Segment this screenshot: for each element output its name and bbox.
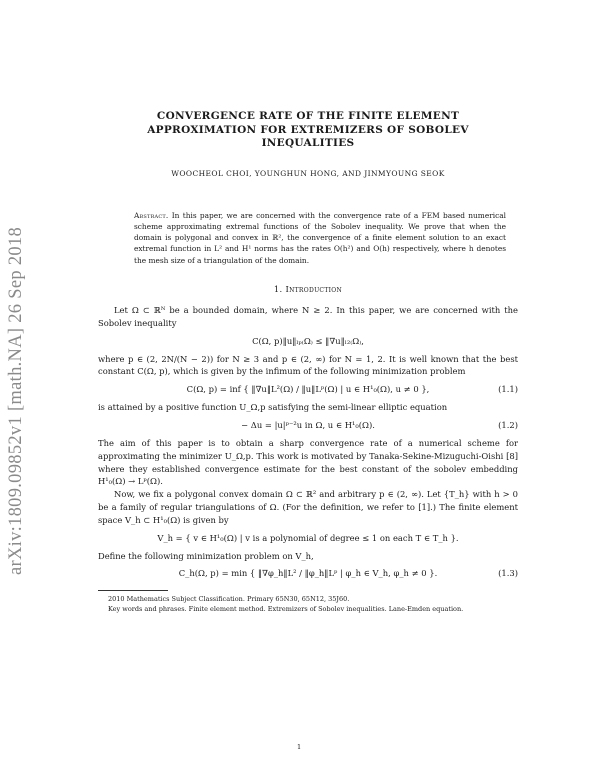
- paragraph: is attained by a positive function U_Ω,p satisfying the semi-linear elliptic equation: [98, 402, 448, 413]
- section-heading: [98, 284, 518, 294]
- paper-title: [98, 110, 518, 151]
- equation-1-2: [98, 418, 518, 432]
- equation-vh: [98, 531, 518, 545]
- footnote-msc: 2010 Mathematics Subject Classification. Primary 65N30, 65N12, 35J60.: [108, 595, 350, 604]
- abstract: [134, 210, 506, 266]
- title-line: INEQUALITIES: [261, 137, 355, 149]
- title-line: APPROXIMATION FOR EXTREMIZERS OF SOBOLEV: [147, 123, 469, 136]
- arxiv-stamp: arXiv:1809.09852v1 [math.NA] 26 Sep 2018: [6, 226, 26, 575]
- equation-sobolev: [98, 334, 518, 348]
- equation-number: (1.1): [498, 384, 518, 395]
- equation-text: C(Ω, p)‖u‖ₗₚ₍Ω₎ ≤ ‖∇u‖ₗ₂₍Ω₎,: [252, 335, 364, 346]
- paper-body: [98, 304, 518, 580]
- equation-text: V_h = { v ∈ H¹₀(Ω) | v is a polynomial of degree ≤ 1 on each T ∈ T_h }.: [157, 532, 459, 543]
- paragraph: Define the following minimization problem on V_h,: [98, 550, 314, 561]
- footnotes: [98, 594, 518, 614]
- equation-text: C_h(Ω, p) = min { ‖∇φ_h‖L² / ‖φ_h‖Lᵖ | φ_h ∈ V_h, φ_h ≠ 0 }.: [178, 568, 438, 579]
- footnote-keywords: Key words and phrases. Finite element method. Extremizers of Sobolev inequalities. Lane-Emden equation.: [108, 605, 464, 614]
- equation-text: − Δu = |u|ᵖ⁻²u in Ω, u ∈ H¹₀(Ω).: [241, 419, 375, 430]
- equation-number: (1.3): [498, 568, 518, 579]
- section-number: 1.: [273, 283, 283, 294]
- paragraph: The aim of this paper is to obtain a sharp convergence rate of a numerical scheme for approximating the minimizer U_Ω,p. This work is motivated by Tanaka-Sekine-Mizuguchi-Oishi [8] where they established convergence estimate for the best constant of the sobolev embedding H¹₀(Ω) → Lᵖ(Ω).: [98, 437, 518, 487]
- paper-page: [98, 100, 518, 614]
- equation-number: (1.2): [498, 419, 518, 430]
- section-title: Introduction: [285, 283, 343, 294]
- paragraph: where p ∈ (2, 2N/(N − 2)) for N ≥ 3 and p ∈ (2, ∞) for N = 1, 2. It is well known that the best constant C(Ω, p), which is given by the infimum of the following minimization problem: [98, 353, 518, 377]
- equation-1-3: [98, 566, 518, 580]
- paper-authors: WOOCHEOL CHOI, YOUNGHUN HONG, AND JINMYOUNG SEOK: [171, 168, 445, 178]
- title-line: CONVERGENCE RATE OF THE FINITE ELEMENT: [156, 110, 460, 122]
- paragraph: Let Ω ⊂ ℝᴺ be a bounded domain, where N ≥ 2. In this paper, we are concerned with the Sobolev inequality: [98, 304, 518, 328]
- equation-text: C(Ω, p) = inf { ‖∇u‖L²(Ω) / ‖u‖Lᵖ(Ω) | u ∈ H¹₀(Ω), u ≠ 0 },: [186, 384, 430, 395]
- footnote-divider: [98, 590, 168, 591]
- abstract-text: In this paper, we are concerned with the convergence rate of a FEM based numerical scheme approximating extremal functions of the Sobolev inequality. We prove that when the domain is polygonal and convex in ℝ², the convergence of a finite element solution to an exact extremal function in L² and H¹ norms has the rates O(h²) and O(h) respectively, where h denotes the mesh size of a triangulation of the domain.: [134, 210, 506, 265]
- page-number: 1: [297, 743, 302, 751]
- abstract-label: Abstract.: [134, 210, 169, 220]
- paragraph: Now, we fix a polygonal convex domain Ω ⊂ ℝ² and arbitrary p ∈ (2, ∞). Let {T_h} with h > 0 be a family of regular triangulations of Ω. (For the definition, we refer to [1].) The finite element space V_h ⊂ H¹₀(Ω) is given by: [98, 489, 518, 525]
- equation-1-1: [98, 382, 518, 396]
